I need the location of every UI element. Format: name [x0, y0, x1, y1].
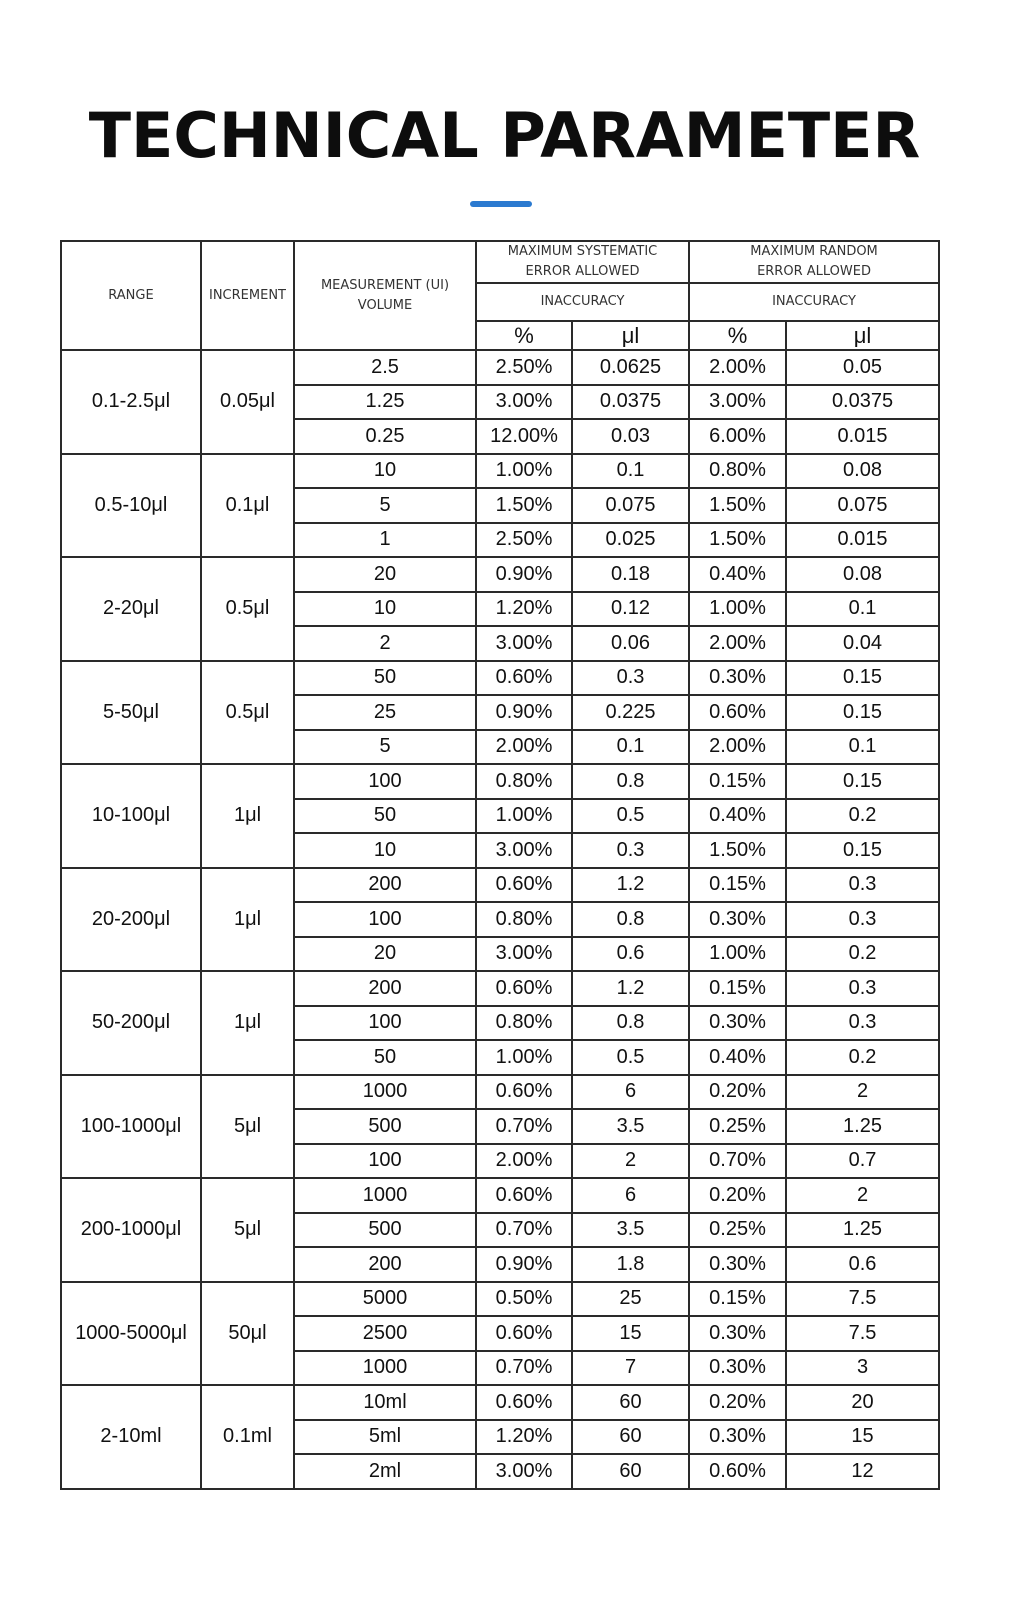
systematic-percent-cell: 3.00%	[476, 385, 572, 420]
random-ul-cell: 1.25	[786, 1213, 939, 1248]
random-ul-cell: 0.2	[786, 799, 939, 834]
systematic-ul-cell: 1.2	[572, 868, 689, 903]
table-header	[61, 241, 939, 350]
increment-cell: 1μl	[201, 868, 294, 972]
systematic-percent-cell: 2.00%	[476, 730, 572, 765]
random-ul-cell: 0.3	[786, 868, 939, 903]
systematic-percent-cell: 2.50%	[476, 523, 572, 558]
volume-cell: 1000	[294, 1178, 476, 1213]
volume-cell: 10	[294, 454, 476, 489]
systematic-percent-cell: 0.80%	[476, 764, 572, 799]
random-ul-cell: 20	[786, 1385, 939, 1420]
random-percent-cell: 0.60%	[689, 695, 786, 730]
range-cell: 10-100μl	[61, 764, 201, 868]
systematic-ul-cell: 25	[572, 1282, 689, 1317]
header-random-ul: μl	[786, 321, 939, 350]
header-systematic-line1: MAXIMUM SYSTEMATIC	[507, 244, 658, 259]
header-random-percent: %	[689, 321, 786, 350]
range-cell: 0.1-2.5μl	[61, 350, 201, 454]
random-percent-cell: 0.25%	[689, 1109, 786, 1144]
systematic-percent-cell: 0.70%	[476, 1351, 572, 1386]
systematic-ul-cell: 60	[572, 1385, 689, 1420]
random-percent-cell: 0.15%	[689, 971, 786, 1006]
volume-cell: 2500	[294, 1316, 476, 1351]
systematic-ul-cell: 0.8	[572, 1006, 689, 1041]
systematic-ul-cell: 0.0625	[572, 350, 689, 385]
systematic-percent-cell: 1.00%	[476, 454, 572, 489]
volume-cell: 200	[294, 1247, 476, 1282]
range-cell: 1000-5000μl	[61, 1282, 201, 1386]
volume-cell: 25	[294, 695, 476, 730]
increment-cell: 5μl	[201, 1178, 294, 1282]
systematic-ul-cell: 2	[572, 1144, 689, 1179]
random-percent-cell: 2.00%	[689, 350, 786, 385]
systematic-ul-cell: 0.03	[572, 419, 689, 454]
random-ul-cell: 0.7	[786, 1144, 939, 1179]
volume-cell: 1.25	[294, 385, 476, 420]
random-percent-cell: 0.30%	[689, 1247, 786, 1282]
volume-cell: 100	[294, 902, 476, 937]
systematic-ul-cell: 0.8	[572, 902, 689, 937]
increment-cell: 1μl	[201, 764, 294, 868]
header-increment: INCREMENT	[201, 241, 294, 350]
volume-cell: 1000	[294, 1075, 476, 1110]
random-percent-cell: 2.00%	[689, 730, 786, 765]
random-ul-cell: 0.3	[786, 1006, 939, 1041]
range-cell: 20-200μl	[61, 868, 201, 972]
random-ul-cell: 15	[786, 1420, 939, 1455]
increment-cell: 0.1ml	[201, 1385, 294, 1489]
systematic-ul-cell: 0.18	[572, 557, 689, 592]
random-percent-cell: 0.40%	[689, 799, 786, 834]
random-percent-cell: 0.20%	[689, 1178, 786, 1213]
systematic-ul-cell: 1.8	[572, 1247, 689, 1282]
table-body	[61, 350, 939, 1489]
volume-cell: 20	[294, 937, 476, 972]
systematic-ul-cell: 0.5	[572, 799, 689, 834]
table-row	[61, 1385, 939, 1420]
systematic-ul-cell: 0.0375	[572, 385, 689, 420]
title-underline	[470, 201, 532, 207]
random-ul-cell: 0.05	[786, 350, 939, 385]
random-ul-cell: 12	[786, 1454, 939, 1489]
random-ul-cell: 0.1	[786, 730, 939, 765]
systematic-ul-cell: 0.8	[572, 764, 689, 799]
volume-cell: 100	[294, 1006, 476, 1041]
systematic-percent-cell: 12.00%	[476, 419, 572, 454]
systematic-percent-cell: 3.00%	[476, 833, 572, 868]
random-ul-cell: 0.0375	[786, 385, 939, 420]
range-cell: 100-1000μl	[61, 1075, 201, 1179]
random-percent-cell: 0.60%	[689, 1454, 786, 1489]
random-percent-cell: 1.50%	[689, 523, 786, 558]
systematic-percent-cell: 1.50%	[476, 488, 572, 523]
random-ul-cell: 2	[786, 1075, 939, 1110]
systematic-ul-cell: 0.075	[572, 488, 689, 523]
random-percent-cell: 0.15%	[689, 764, 786, 799]
systematic-ul-cell: 0.6	[572, 937, 689, 972]
header-measurement-volume	[294, 241, 476, 350]
systematic-ul-cell: 0.1	[572, 454, 689, 489]
random-ul-cell: 1.25	[786, 1109, 939, 1144]
volume-cell: 1	[294, 523, 476, 558]
volume-cell: 5	[294, 488, 476, 523]
random-percent-cell: 0.25%	[689, 1213, 786, 1248]
random-ul-cell: 0.15	[786, 833, 939, 868]
table-row	[61, 350, 939, 385]
volume-cell: 20	[294, 557, 476, 592]
systematic-percent-cell: 0.60%	[476, 1075, 572, 1110]
table-row	[61, 1075, 939, 1110]
volume-cell: 10ml	[294, 1385, 476, 1420]
random-ul-cell: 0.08	[786, 454, 939, 489]
random-ul-cell: 0.3	[786, 902, 939, 937]
systematic-percent-cell: 0.90%	[476, 695, 572, 730]
volume-cell: 2	[294, 626, 476, 661]
systematic-percent-cell: 1.20%	[476, 1420, 572, 1455]
systematic-percent-cell: 0.60%	[476, 661, 572, 696]
range-cell: 2-20μl	[61, 557, 201, 661]
volume-cell: 2ml	[294, 1454, 476, 1489]
systematic-percent-cell: 1.00%	[476, 1040, 572, 1075]
random-ul-cell: 0.2	[786, 937, 939, 972]
random-percent-cell: 0.80%	[689, 454, 786, 489]
header-inaccuracy-random: INACCURACY	[689, 283, 939, 321]
volume-cell: 50	[294, 1040, 476, 1075]
range-cell: 200-1000μl	[61, 1178, 201, 1282]
increment-cell: 0.05μl	[201, 350, 294, 454]
range-cell: 0.5-10μl	[61, 454, 201, 558]
systematic-percent-cell: 0.60%	[476, 1316, 572, 1351]
volume-cell: 100	[294, 1144, 476, 1179]
increment-cell: 0.5μl	[201, 661, 294, 765]
header-measurement-label: MEASUREMENT (UI)	[320, 277, 450, 293]
systematic-percent-cell: 3.00%	[476, 1454, 572, 1489]
systematic-ul-cell: 0.025	[572, 523, 689, 558]
header-inaccuracy-systematic: INACCURACY	[476, 283, 689, 321]
random-ul-cell: 0.15	[786, 661, 939, 696]
volume-cell: 100	[294, 764, 476, 799]
increment-cell: 0.5μl	[201, 557, 294, 661]
systematic-ul-cell: 6	[572, 1178, 689, 1213]
random-ul-cell: 0.015	[786, 523, 939, 558]
random-percent-cell: 0.40%	[689, 557, 786, 592]
random-percent-cell: 0.30%	[689, 1420, 786, 1455]
random-ul-cell: 0.3	[786, 971, 939, 1006]
header-random-error	[689, 241, 939, 283]
header-systematic-ul: μl	[572, 321, 689, 350]
table-row	[61, 1178, 939, 1213]
increment-cell: 50μl	[201, 1282, 294, 1386]
table-row	[61, 557, 939, 592]
systematic-ul-cell: 15	[572, 1316, 689, 1351]
systematic-ul-cell: 0.5	[572, 1040, 689, 1075]
random-percent-cell: 0.30%	[689, 902, 786, 937]
random-percent-cell: 0.15%	[689, 868, 786, 903]
volume-cell: 5000	[294, 1282, 476, 1317]
systematic-percent-cell: 2.00%	[476, 1144, 572, 1179]
random-percent-cell: 0.30%	[689, 1006, 786, 1041]
volume-cell: 0.25	[294, 419, 476, 454]
random-ul-cell: 0.075	[786, 488, 939, 523]
systematic-ul-cell: 0.06	[572, 626, 689, 661]
header-range: RANGE	[61, 241, 201, 350]
systematic-ul-cell: 0.12	[572, 592, 689, 627]
systematic-ul-cell: 60	[572, 1420, 689, 1455]
systematic-percent-cell: 2.50%	[476, 350, 572, 385]
random-percent-cell: 1.00%	[689, 592, 786, 627]
systematic-percent-cell: 1.20%	[476, 592, 572, 627]
random-percent-cell: 0.30%	[689, 1316, 786, 1351]
random-percent-cell: 0.20%	[689, 1385, 786, 1420]
systematic-ul-cell: 7	[572, 1351, 689, 1386]
table-row	[61, 971, 939, 1006]
random-percent-cell: 0.30%	[689, 1351, 786, 1386]
random-percent-cell: 1.50%	[689, 833, 786, 868]
random-percent-cell: 0.40%	[689, 1040, 786, 1075]
systematic-ul-cell: 0.1	[572, 730, 689, 765]
systematic-ul-cell: 3.5	[572, 1213, 689, 1248]
parameter-table	[60, 240, 940, 1490]
volume-cell: 50	[294, 799, 476, 834]
systematic-ul-cell: 60	[572, 1454, 689, 1489]
header-volume-label: VOLUME	[357, 297, 413, 313]
page-title: TECHNICAL PARAMETER	[88, 99, 921, 172]
random-ul-cell: 0.04	[786, 626, 939, 661]
random-percent-cell: 0.20%	[689, 1075, 786, 1110]
random-ul-cell: 0.2	[786, 1040, 939, 1075]
systematic-percent-cell: 0.60%	[476, 868, 572, 903]
table-row	[61, 868, 939, 903]
random-ul-cell: 7.5	[786, 1316, 939, 1351]
systematic-percent-cell: 0.60%	[476, 1385, 572, 1420]
systematic-ul-cell: 3.5	[572, 1109, 689, 1144]
volume-cell: 500	[294, 1109, 476, 1144]
range-cell: 5-50μl	[61, 661, 201, 765]
volume-cell: 10	[294, 833, 476, 868]
volume-cell: 2.5	[294, 350, 476, 385]
increment-cell: 5μl	[201, 1075, 294, 1179]
systematic-ul-cell: 1.2	[572, 971, 689, 1006]
volume-cell: 5	[294, 730, 476, 765]
header-random-line1: MAXIMUM RANDOM	[750, 244, 878, 259]
table-row	[61, 454, 939, 489]
systematic-percent-cell: 0.90%	[476, 1247, 572, 1282]
random-ul-cell: 0.15	[786, 764, 939, 799]
volume-cell: 50	[294, 661, 476, 696]
random-ul-cell: 0.6	[786, 1247, 939, 1282]
random-ul-cell: 0.1	[786, 592, 939, 627]
header-systematic-error	[476, 241, 689, 283]
random-ul-cell: 7.5	[786, 1282, 939, 1317]
range-cell: 50-200μl	[61, 971, 201, 1075]
range-cell: 2-10ml	[61, 1385, 201, 1489]
volume-cell: 200	[294, 971, 476, 1006]
random-percent-cell: 1.00%	[689, 937, 786, 972]
systematic-percent-cell: 0.70%	[476, 1213, 572, 1248]
random-percent-cell: 0.70%	[689, 1144, 786, 1179]
random-ul-cell: 0.15	[786, 695, 939, 730]
table-row	[61, 764, 939, 799]
random-ul-cell: 2	[786, 1178, 939, 1213]
systematic-percent-cell: 0.80%	[476, 1006, 572, 1041]
random-ul-cell: 0.015	[786, 419, 939, 454]
random-ul-cell: 3	[786, 1351, 939, 1386]
header-systematic-percent: %	[476, 321, 572, 350]
systematic-percent-cell: 0.50%	[476, 1282, 572, 1317]
volume-cell: 200	[294, 868, 476, 903]
table-row	[61, 1282, 939, 1317]
random-percent-cell: 1.50%	[689, 488, 786, 523]
volume-cell: 10	[294, 592, 476, 627]
systematic-percent-cell: 1.00%	[476, 799, 572, 834]
table-row	[61, 661, 939, 696]
volume-cell: 5ml	[294, 1420, 476, 1455]
systematic-percent-cell: 0.80%	[476, 902, 572, 937]
increment-cell: 1μl	[201, 971, 294, 1075]
systematic-percent-cell: 0.70%	[476, 1109, 572, 1144]
random-percent-cell: 0.30%	[689, 661, 786, 696]
systematic-ul-cell: 0.3	[572, 661, 689, 696]
header-systematic-line2: ERROR ALLOWED	[525, 264, 640, 279]
systematic-ul-cell: 6	[572, 1075, 689, 1110]
random-percent-cell: 6.00%	[689, 419, 786, 454]
systematic-ul-cell: 0.3	[572, 833, 689, 868]
systematic-percent-cell: 0.90%	[476, 557, 572, 592]
systematic-percent-cell: 0.60%	[476, 1178, 572, 1213]
volume-cell: 500	[294, 1213, 476, 1248]
systematic-percent-cell: 3.00%	[476, 626, 572, 661]
systematic-ul-cell: 0.225	[572, 695, 689, 730]
increment-cell: 0.1μl	[201, 454, 294, 558]
systematic-percent-cell: 0.60%	[476, 971, 572, 1006]
random-ul-cell: 0.08	[786, 557, 939, 592]
random-percent-cell: 3.00%	[689, 385, 786, 420]
volume-cell: 1000	[294, 1351, 476, 1386]
random-percent-cell: 2.00%	[689, 626, 786, 661]
header-random-line2: ERROR ALLOWED	[757, 264, 871, 279]
random-percent-cell: 0.15%	[689, 1282, 786, 1317]
systematic-percent-cell: 3.00%	[476, 937, 572, 972]
